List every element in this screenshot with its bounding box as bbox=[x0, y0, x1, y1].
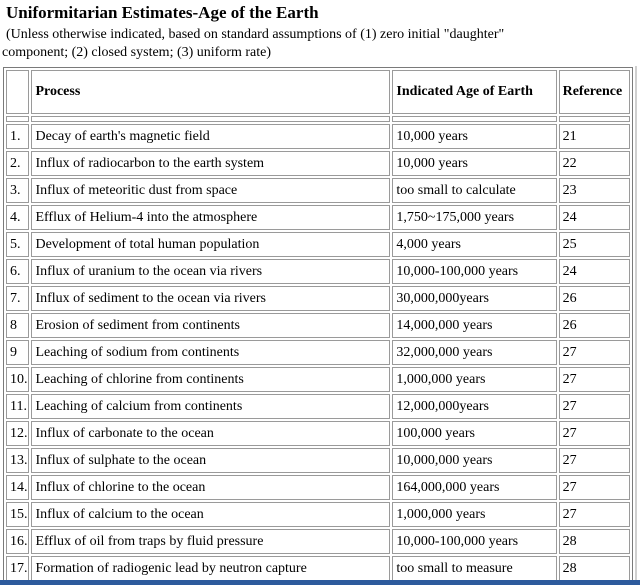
table-spacer-row bbox=[6, 116, 630, 122]
cell-ref: 27 bbox=[559, 502, 630, 527]
cell-process: Influx of sediment to the ocean via rivers bbox=[31, 286, 390, 311]
table-row bbox=[6, 259, 630, 284]
cell-ref: 24 bbox=[559, 259, 630, 284]
cell-age: 164,000,000 years bbox=[392, 475, 556, 500]
cell-process: Influx of calcium to the ocean bbox=[31, 502, 390, 527]
cell-ref: 27 bbox=[559, 340, 630, 365]
cell-process: Development of total human population bbox=[31, 232, 390, 257]
cell-age: too small to measure bbox=[392, 556, 556, 581]
header-process: Process bbox=[31, 70, 390, 114]
age-estimates-table bbox=[3, 67, 633, 584]
scroll-edge bbox=[635, 66, 637, 581]
table-row bbox=[6, 367, 630, 392]
cell-num: 17. bbox=[6, 556, 29, 581]
cell-age: 10,000-100,000 years bbox=[392, 529, 556, 554]
cell-process: Erosion of sediment from continents bbox=[31, 313, 390, 338]
table-row bbox=[6, 448, 630, 473]
table-row bbox=[6, 178, 630, 203]
spacer-cell bbox=[392, 116, 556, 122]
header-reference: Reference bbox=[559, 70, 630, 114]
table-row bbox=[6, 394, 630, 419]
table-row bbox=[6, 313, 630, 338]
cell-ref: 26 bbox=[559, 286, 630, 311]
table-row bbox=[6, 232, 630, 257]
cell-num: 1. bbox=[6, 124, 29, 149]
cell-num: 16. bbox=[6, 529, 29, 554]
cell-num: 15. bbox=[6, 502, 29, 527]
spacer-cell bbox=[31, 116, 390, 122]
cell-process: Leaching of sodium from continents bbox=[31, 340, 390, 365]
cell-age: 10,000,000 years bbox=[392, 448, 556, 473]
cell-process: Influx of carbonate to the ocean bbox=[31, 421, 390, 446]
cell-process: Influx of chlorine to the ocean bbox=[31, 475, 390, 500]
header-age: Indicated Age of Earth bbox=[392, 70, 556, 114]
cell-num: 6. bbox=[6, 259, 29, 284]
cell-process: Efflux of Helium-4 into the atmosphere bbox=[31, 205, 390, 230]
cell-ref: 27 bbox=[559, 475, 630, 500]
cell-ref: 28 bbox=[559, 556, 630, 581]
subtitle-line-2: component; (2) closed system; (3) uniform rate) bbox=[2, 45, 272, 60]
cell-age: too small to calculate bbox=[392, 178, 556, 203]
table-row bbox=[6, 529, 630, 554]
cell-num: 5. bbox=[6, 232, 29, 257]
cell-num: 4. bbox=[6, 205, 29, 230]
spacer-cell bbox=[6, 116, 29, 122]
cell-ref: 27 bbox=[559, 421, 630, 446]
cell-num: 8 bbox=[6, 313, 29, 338]
cell-process: Decay of earth's magnetic field bbox=[31, 124, 390, 149]
cell-num: 9 bbox=[6, 340, 29, 365]
cell-process: Influx of radiocarbon to the earth system bbox=[31, 151, 390, 176]
table-row bbox=[6, 286, 630, 311]
cell-age: 1,000,000 years bbox=[392, 502, 556, 527]
document-title: Uniformitarian Estimates-Age of the Earth bbox=[6, 3, 319, 22]
cell-process: Formation of radiogenic lead by neutron capture bbox=[31, 556, 390, 581]
table-row bbox=[6, 556, 630, 581]
cell-ref: 26 bbox=[559, 313, 630, 338]
cell-ref: 27 bbox=[559, 394, 630, 419]
table-row bbox=[6, 502, 630, 527]
subtitle-line-1: (Unless otherwise indicated, based on standard assumptions of (1) zero initial "daughter" bbox=[6, 27, 505, 42]
cell-ref: 25 bbox=[559, 232, 630, 257]
cell-ref: 21 bbox=[559, 124, 630, 149]
cell-ref: 24 bbox=[559, 205, 630, 230]
cell-age: 12,000,000years bbox=[392, 394, 556, 419]
cell-ref: 28 bbox=[559, 529, 630, 554]
cell-age: 10,000 years bbox=[392, 124, 556, 149]
cell-num: 12. bbox=[6, 421, 29, 446]
cell-ref: 27 bbox=[559, 367, 630, 392]
cell-process: Leaching of chlorine from continents bbox=[31, 367, 390, 392]
table-row bbox=[6, 151, 630, 176]
table-row bbox=[6, 340, 630, 365]
cell-age: 14,000,000 years bbox=[392, 313, 556, 338]
header-number bbox=[6, 70, 29, 114]
cell-num: 13. bbox=[6, 448, 29, 473]
cell-age: 4,000 years bbox=[392, 232, 556, 257]
cell-num: 2. bbox=[6, 151, 29, 176]
cell-num: 3. bbox=[6, 178, 29, 203]
spacer-cell bbox=[559, 116, 630, 122]
cell-age: 1,750~175,000 years bbox=[392, 205, 556, 230]
cell-process: Influx of sulphate to the ocean bbox=[31, 448, 390, 473]
cell-ref: 22 bbox=[559, 151, 630, 176]
cell-age: 10,000-100,000 years bbox=[392, 259, 556, 284]
cell-ref: 23 bbox=[559, 178, 630, 203]
cell-ref: 27 bbox=[559, 448, 630, 473]
cell-process: Influx of meteoritic dust from space bbox=[31, 178, 390, 203]
cell-age: 10,000 years bbox=[392, 151, 556, 176]
cell-num: 7. bbox=[6, 286, 29, 311]
table-row bbox=[6, 124, 630, 149]
cell-age: 1,000,000 years bbox=[392, 367, 556, 392]
cell-process: Influx of uranium to the ocean via rivers bbox=[31, 259, 390, 284]
cell-process: Efflux of oil from traps by fluid pressure bbox=[31, 529, 390, 554]
cell-num: 14. bbox=[6, 475, 29, 500]
table-row bbox=[6, 421, 630, 446]
table-row bbox=[6, 205, 630, 230]
window-bottom-bar bbox=[0, 580, 640, 585]
cell-age: 100,000 years bbox=[392, 421, 556, 446]
table-header-row bbox=[6, 70, 630, 114]
cell-num: 10. bbox=[6, 367, 29, 392]
cell-process: Leaching of calcium from continents bbox=[31, 394, 390, 419]
cell-num: 11. bbox=[6, 394, 29, 419]
cell-age: 32,000,000 years bbox=[392, 340, 556, 365]
table-row bbox=[6, 475, 630, 500]
cell-age: 30,000,000years bbox=[392, 286, 556, 311]
